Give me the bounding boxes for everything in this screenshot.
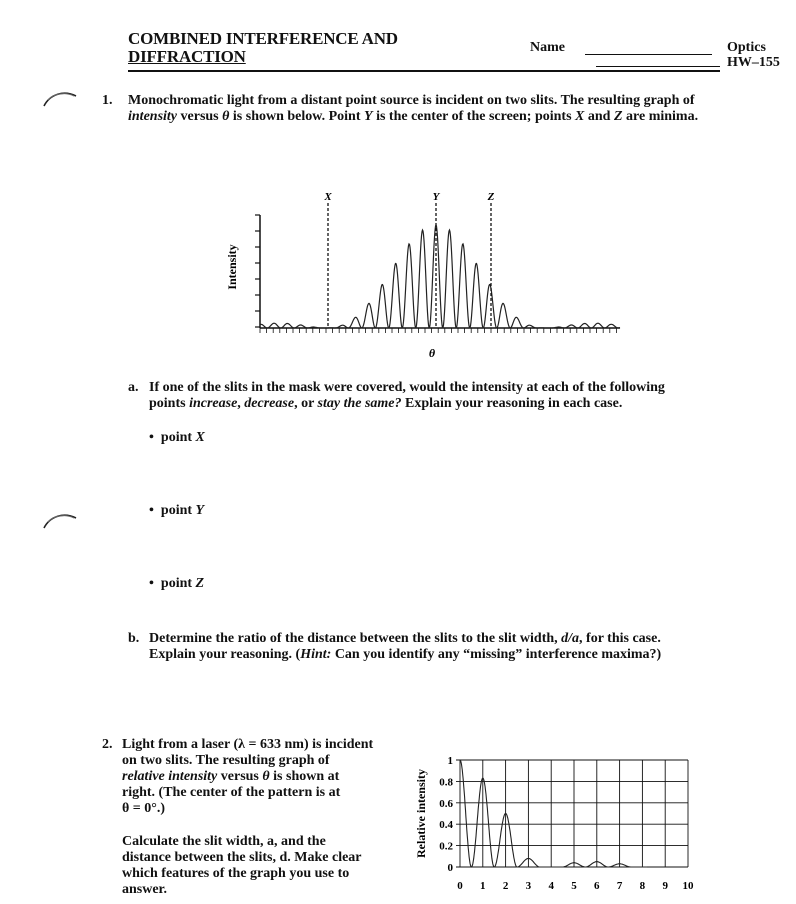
- part-b-label: b.: [128, 631, 140, 646]
- question-2-line-6: Calculate the slit width, a, and the: [122, 834, 326, 849]
- part-a-line-2: points increase, decrease, or stay the same? Explain your reasoning in each case.: [149, 396, 623, 411]
- x-tick-label: 1: [480, 880, 486, 892]
- x-axis-label: θ: [428, 346, 436, 360]
- question-1-line-1: Monochromatic light from a distant point source is incident on two slits. The resulting graph of: [128, 93, 695, 108]
- name-field-line[interactable]: [585, 54, 712, 55]
- marker-z-label: Z: [487, 191, 495, 203]
- y-tick-label: 0: [447, 862, 453, 874]
- title-line-1: COMBINED INTERFERENCE AND: [128, 29, 398, 48]
- x-tick-label: 10: [682, 880, 694, 892]
- question-1-number: 1.: [102, 93, 113, 108]
- y-axis-label: Relative intensity: [414, 769, 428, 858]
- header-rule-secondary: [596, 66, 720, 67]
- peak-point: [505, 813, 506, 814]
- part-b-line-1: Determine the ratio of the distance between the slits to the slit width, d/a, for this case.: [149, 631, 661, 646]
- y-tick-label: 0.6: [439, 797, 453, 810]
- y-axis-label: Intensity: [225, 244, 239, 290]
- x-tick-label: 9: [662, 880, 668, 892]
- x-tick-label: 6: [594, 880, 600, 892]
- question-2-line-4: right. (The center of the pattern is at: [122, 785, 341, 800]
- question-2-line-2: on two slits. The resulting graph of: [122, 753, 330, 768]
- x-tick-label: 2: [502, 880, 509, 892]
- worksheet-title: [128, 30, 398, 66]
- title-line-2: DIFFRACTION: [128, 47, 246, 66]
- header-rule: [128, 70, 720, 72]
- part-b-line-2: Explain your reasoning. (Hint: Can you identify any “missing” interference maxima?): [149, 647, 662, 662]
- question-2-line-1: Light from a laser (λ = 633 nm) is incident: [122, 737, 374, 752]
- question-2-line-5: θ = 0°.): [122, 801, 166, 816]
- x-tick-label: 4: [548, 880, 554, 892]
- bullet-point-z: • point Z: [149, 576, 205, 591]
- binder-hole-icon: [40, 510, 80, 532]
- intensity-curve: [260, 225, 620, 328]
- course-label: [727, 40, 780, 70]
- x-tick-label: 8: [639, 880, 646, 892]
- x-tick-label: 5: [571, 880, 577, 892]
- y-tick-label: 0.2: [439, 840, 453, 853]
- peak-point: [619, 863, 620, 864]
- peak-point: [459, 759, 460, 760]
- x-tick-label: 7: [616, 880, 623, 892]
- marker-x-label: X: [324, 191, 332, 203]
- peak-point: [596, 861, 597, 862]
- question-1-line-2: intensity versus θ is shown below. Point Y is the center of the screen; points X and Z are minima.: [128, 109, 699, 124]
- x-tick-label: 0: [457, 880, 463, 892]
- y-tick-label: 1: [447, 755, 453, 767]
- bullet-point-y: • point Y: [149, 503, 205, 518]
- question-2-line-7: distance between the slits, d. Make clear: [122, 850, 362, 865]
- peak-point: [528, 858, 529, 859]
- question-2-line-3: relative intensity versus θ is shown at: [122, 769, 340, 784]
- y-tick-label: 0.4: [439, 819, 453, 832]
- part-a-line-1: If one of the slits in the mask were covered, would the intensity at each of the following: [149, 380, 665, 395]
- y-tick-label: 0.8: [439, 776, 453, 789]
- course-name: Optics: [727, 40, 766, 55]
- bullet-point-x: • point X: [149, 430, 205, 445]
- question-2-line-9: answer.: [122, 882, 167, 897]
- x-tick-label: 3: [525, 880, 532, 892]
- question-2-text: [122, 737, 392, 898]
- relative-intensity-chart: [405, 745, 705, 897]
- question-2-line-8: which features of the graph you use to: [122, 866, 350, 881]
- question-1-text: [128, 93, 728, 125]
- part-a-text: [149, 380, 709, 412]
- name-label: Name: [530, 40, 565, 55]
- marker-y-label: Y: [432, 191, 440, 203]
- peak-point: [573, 862, 574, 863]
- intensity-series-line: [460, 760, 647, 867]
- part-a-label: a.: [128, 380, 139, 395]
- course-code: HW–155: [727, 55, 780, 70]
- intensity-graph: [220, 185, 630, 365]
- binder-hole-icon: [40, 88, 80, 110]
- part-b-text: [149, 631, 729, 663]
- peak-point: [482, 778, 483, 779]
- question-2-number: 2.: [102, 737, 113, 752]
